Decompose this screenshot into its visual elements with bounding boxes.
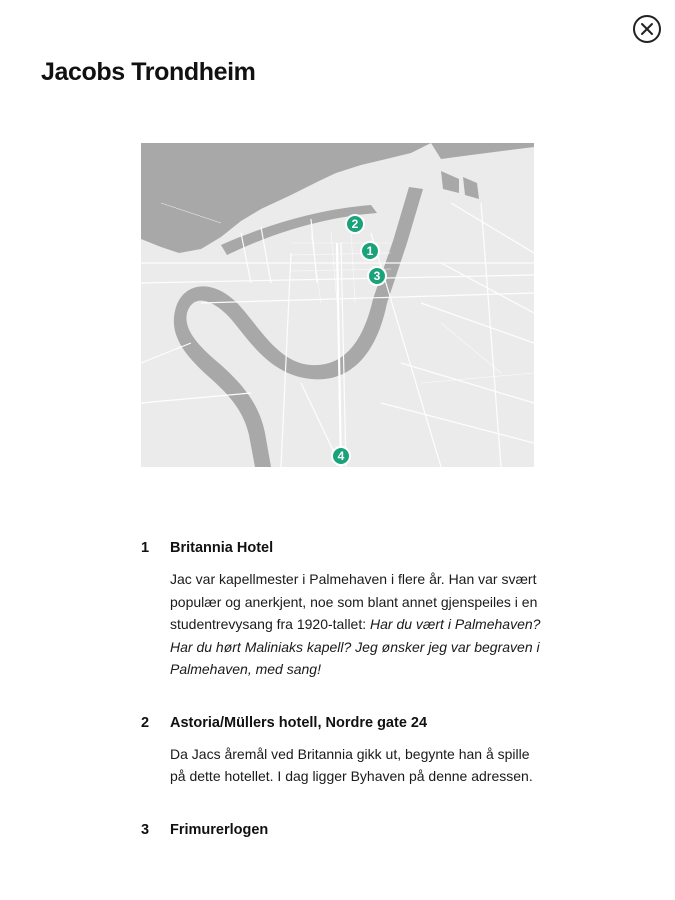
entry-number: 2 [141,714,150,731]
map-marker-1[interactable]: 1 [360,241,380,261]
entry-number: 1 [141,540,150,556]
list-item [141,822,541,838]
page-title: Jacobs Trondheim [41,58,256,86]
map-marker-4[interactable]: 4 [331,446,351,466]
map-marker-2[interactable]: 2 [345,214,365,234]
list-item [141,715,541,788]
entry-title: Frimurerlogen [170,821,269,838]
location-list [141,540,541,872]
entry-quote: Har du vært i Palmehaven? Har du hørt Maliniaks kapell? Jeg ønsker jeg var begraven i Palmehaven, med sang! [170,616,541,677]
entry-number: 3 [141,821,150,838]
entry-title: Britannia Hotel [170,540,274,556]
entry-description: Da Jacs åremål ved Britannia gikk ut, begynte han å spille på dette hotellet. I dag ligger Byhaven på denne adressen. [170,745,533,784]
entry-description: Jac var kapellmester i Palmehaven i flere år. Han var svært populær og anerkjent, noe som blant annet gjenspeiles i en studentrevysang fra 1920-tallet: Har du vært i Palmehaven? Har du hørt Maliniaks kapell? Jeg ønsker jeg var begraven i Palmehaven, med sang! [170,571,541,677]
map-graphic [141,143,534,467]
city-map[interactable] [141,143,534,467]
entry-title: Astoria/Müllers hotell, Nordre gate 24 [170,714,428,731]
close-icon [640,22,654,36]
list-item [141,540,541,681]
close-button[interactable] [633,15,661,43]
map-marker-3[interactable]: 3 [367,266,387,286]
